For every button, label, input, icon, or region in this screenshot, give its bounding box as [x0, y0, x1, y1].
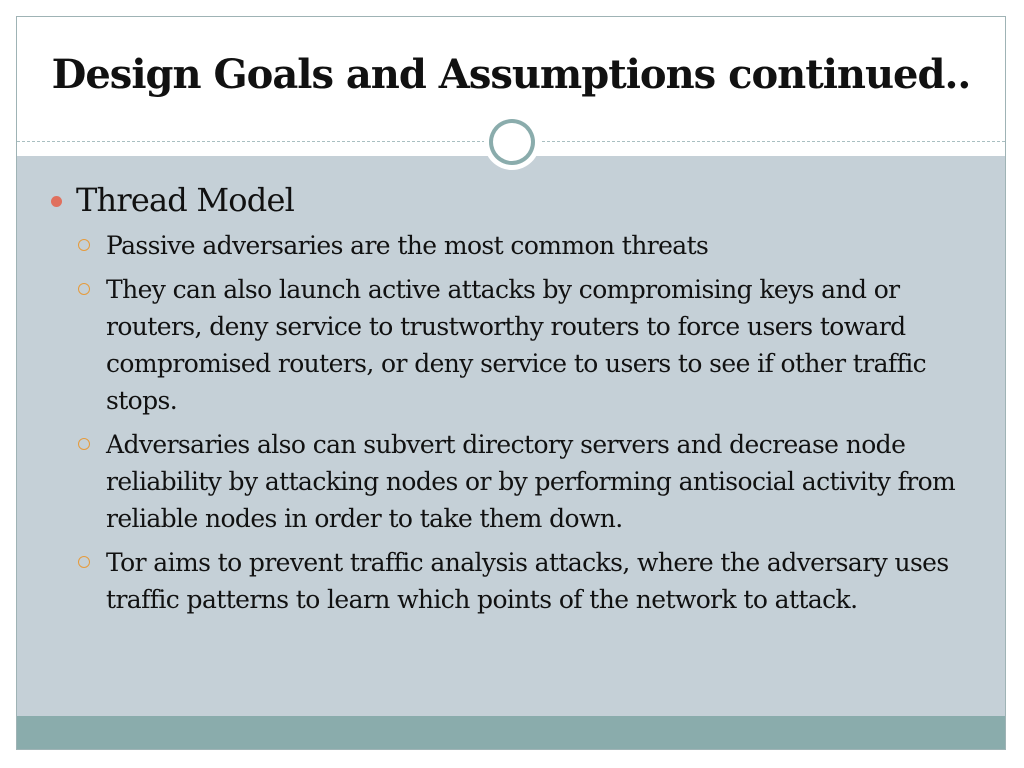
slide-title: Design Goals and Assumptions continued..	[51, 51, 971, 98]
filled-dot-icon	[51, 196, 62, 207]
subpoint-traffic-analysis	[48, 544, 978, 618]
hollow-circle-icon	[78, 556, 90, 568]
subpoint-text: Passive adversaries are the most common threats	[106, 231, 709, 260]
subpoint-text: Adversaries also can subvert directory servers and decrease node reliability by attacking nodes or by performing antisocial activity from reliable nodes in order to take them down.	[106, 430, 956, 533]
hollow-circle-icon	[78, 438, 90, 450]
subpoint-active-attacks	[48, 271, 978, 419]
hollow-circle-icon	[78, 239, 90, 251]
subpoint-text: They can also launch active attacks by compromising keys and or routers, deny service to trustworthy routers to force users toward compromised routers, or deny service to users to see if other traffic stops.	[106, 275, 927, 415]
bullet-thread-model	[48, 176, 978, 224]
subpoint-text: Tor aims to prevent traffic analysis attacks, where the adversary uses traffic patterns to learn which points of the network to attack.	[106, 548, 949, 614]
subpoint-passive-adversaries	[48, 227, 978, 264]
subpoint-directory-servers	[48, 426, 978, 537]
hollow-circle-icon	[78, 283, 90, 295]
bullet-label: Thread Model	[76, 181, 295, 219]
slide-body	[48, 176, 978, 625]
